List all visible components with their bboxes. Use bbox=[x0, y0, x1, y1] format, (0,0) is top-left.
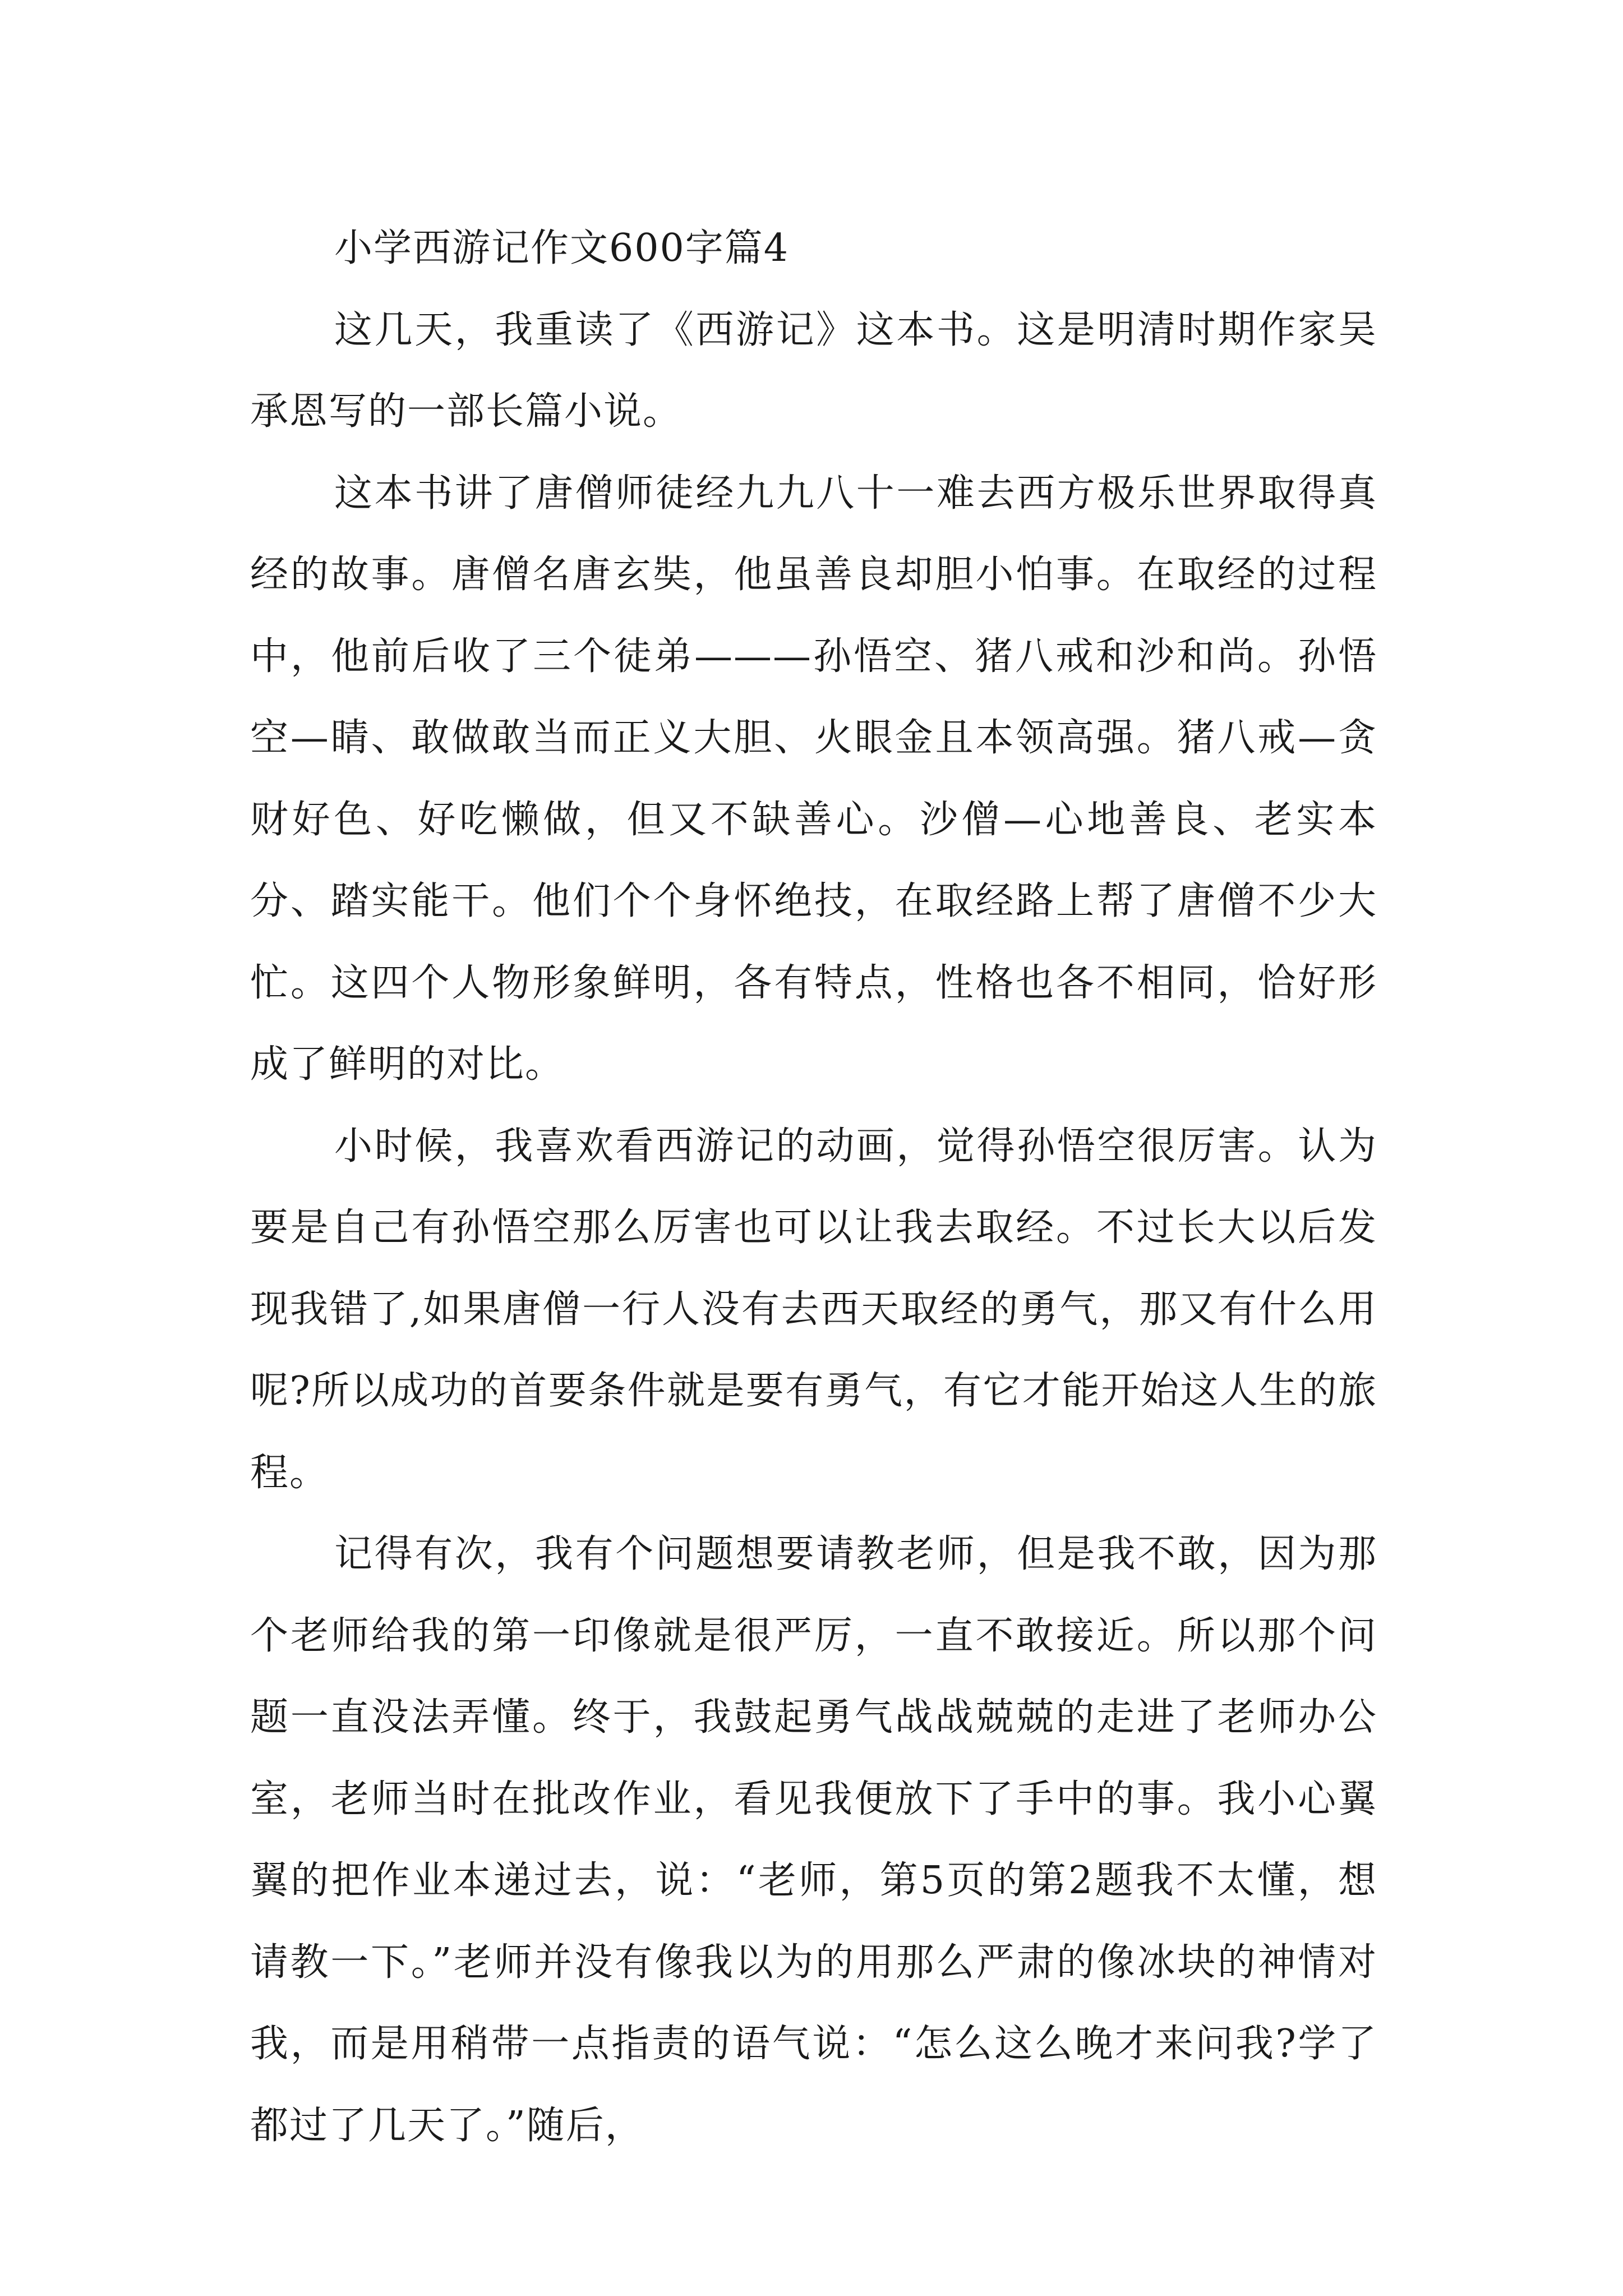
paragraph-2: 这本书讲了唐僧师徒经九九八十一难去西方极乐世界取得真经的故事。唐僧名唐玄奘，他虽善良却胆小怕事。在取经的过程中，他前后收了三个徒弟———孙悟空、猪八戒和沙和尚。孙悟空—睛、敢做敢当而正义大胆、火眼金且本领高强。猪八戒—贪财好色、好吃懒做，但又不缺善心。沙僧—心地善良、老实本分、踏实能干。他们个个身怀绝技，在取经路上帮了唐僧不少大忙。这四个人物形象鲜明，各有特点，性格也各不相同，恰好形成了鲜明的对比。 bbox=[250, 471, 1377, 1087]
article-body bbox=[250, 208, 1377, 2166]
paragraph-3: 小时候，我喜欢看西游记的动画，觉得孙悟空很厉害。认为要是自己有孙悟空那么厉害也可以让我去取经。不过长大以后发现我错了,如果唐僧一行人没有去西天取经的勇气，那又有什么用呢?所以成功的首要条件就是要有勇气，有它才能开始这人生的旅程。 bbox=[250, 1124, 1377, 1495]
paragraph-4: 记得有次，我有个问题想要请教老师，但是我不敢，因为那个老师给我的第一印像就是很严厉，一直不敢接近。所以那个问题一直没法弄懂。终于，我鼓起勇气战战兢兢的走进了老师办公室，老师当时在批改作业，看见我便放下了手中的事。我小心翼翼的把作业本递过去，说：“老师，第5页的第2题我不太懂，想请教一下。”老师并没有像我以为的用那么严肃的像冰块的神情对我，而是用稍带一点指责的语气说：“怎么这么晚才来问我?学了都过了几天了。”随后， bbox=[250, 1532, 1377, 2148]
paragraph-1: 这几天，我重读了《西游记》这本书。这是明清时期作家吴承恩写的一部长篇小说。 bbox=[250, 307, 1377, 434]
article-title: 小学西游记作文600字篇4 bbox=[334, 226, 790, 270]
